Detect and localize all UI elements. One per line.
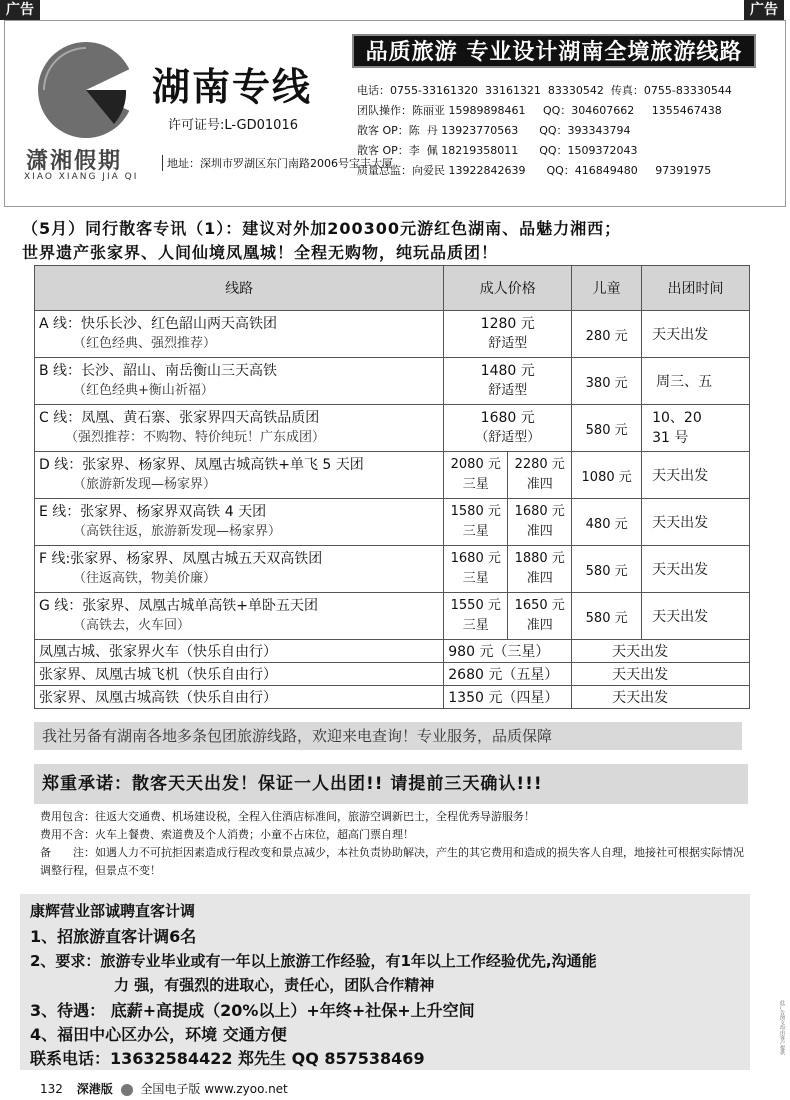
recruit-item-1: 1、招旅游直客计调6名 [30, 927, 197, 946]
header-departure: 出团时间 [642, 266, 750, 311]
child-price: 1080 元 [572, 452, 642, 499]
tier-quasi-four: 准四 [526, 618, 553, 633]
recruit-item-2-cont: 力 强，有强烈的进取心，责任心，团队合作精神 [114, 976, 435, 994]
contact-phone: 电话：0755-33161320 33161321 83330542 传真：0755-83330544 [357, 84, 732, 97]
price-quasi-four: 1650 元 [514, 598, 565, 613]
price-three-star: 1580 元 [450, 504, 501, 519]
header-adult-price: 成人价格 [444, 266, 572, 311]
side-note: 此广告图文均由客户提供 [779, 1000, 785, 1055]
price-type: 舒适型 [488, 336, 528, 351]
route-subtitle: （往返高铁，物美价廉） [73, 571, 217, 586]
free-route: 张家界、凤凰古城飞机（快乐自由行） [35, 663, 444, 686]
child-price: 480 元 [572, 499, 642, 546]
free-departure: 天天出发 [572, 663, 750, 686]
child-price: 280 元 [572, 311, 642, 358]
tier-quasi-four: 准四 [526, 524, 553, 539]
ad-label-left: 广告 [0, 0, 40, 20]
route-label: G 线： [39, 598, 83, 614]
price-type: 舒适型 [488, 383, 528, 398]
table-row [35, 358, 750, 405]
departure: 周三、五 [642, 358, 750, 405]
logo-mark-icon [121, 1084, 133, 1096]
route-label: F 线: [39, 551, 71, 567]
route-title: 张家界、凤凰古城单高铁+单卧五天团 [82, 598, 319, 614]
departure: 10、20 [652, 410, 702, 426]
price-type: （舒适型） [475, 430, 541, 445]
contact-op-1: 散客 OP：陈 丹 13923770563 QQ：393343794 [357, 124, 631, 137]
tier-three-star: 三星 [462, 571, 489, 586]
tier-three-star: 三星 [462, 524, 489, 539]
price-three-star: 1680 元 [450, 551, 501, 566]
adult-price: 1480 元 [480, 363, 535, 379]
route-subtitle: （红色经典+衡山祈福） [73, 383, 214, 398]
fee-include: 费用包含：往返大交通费、机场建设税，全程入住酒店标准间，旅游空调新巴士，全程优秀导游服务！ [40, 810, 535, 823]
free-price: 1350 元（四星） [444, 686, 572, 709]
header-route: 线路 [35, 266, 444, 311]
price-three-star: 1550 元 [450, 598, 501, 613]
route-table [34, 265, 750, 709]
ad-label-right: 广告 [744, 0, 784, 20]
table-header-row [35, 266, 750, 311]
promo-line-2: 世界遗产张家界、人间仙境凤凰城！全程无购物，纯玩品质团！ [22, 243, 499, 262]
price-quasi-four: 1680 元 [514, 504, 565, 519]
tier-quasi-four: 准四 [526, 571, 553, 586]
recruitment-box [20, 894, 750, 1070]
recruit-contact: 联系电话：13632584422 郑先生 QQ 857538469 [30, 1049, 425, 1068]
child-price: 580 元 [572, 593, 642, 640]
recruit-item-4: 4、福田中心区办公，环境 交通方便 [30, 1025, 287, 1044]
license-number: 许可证号:L-GD01016 [168, 118, 299, 133]
departure: 天天出发 [642, 311, 750, 358]
brand-pinyin: XIAO XIANG JIA QI [24, 172, 139, 182]
more-routes-note: 我社另备有湖南各地多条包团旅游线路，欢迎来电查询！专业服务，品质保障 [34, 722, 742, 750]
brand-name: 潇湘假期 [26, 149, 123, 174]
route-title: 张家界、杨家界、凤凰古城高铁+单飞 5 天团 [82, 457, 364, 473]
free-price: 980 元（三星） [444, 640, 572, 663]
price-quasi-four: 2280 元 [514, 457, 565, 472]
route-title: 快乐长沙、红色韶山两天高铁团 [81, 316, 278, 332]
child-price: 580 元 [572, 405, 642, 452]
table-row [35, 311, 750, 358]
departure-line-2: 31 号 [652, 430, 689, 446]
website: 全国电子版 www.zyoo.net [140, 1082, 288, 1096]
route-title: 张家界、杨家界、凤凰古城五天双高铁团 [70, 551, 323, 567]
route-subtitle: （红色经典、强烈推荐） [73, 336, 217, 351]
tier-three-star: 三星 [462, 618, 489, 633]
free-route: 张家界、凤凰古城高铁（快乐自由行） [35, 686, 444, 709]
page-number: 132 [40, 1082, 63, 1096]
header-child-price: 儿童 [572, 266, 642, 311]
recruit-item-3: 3、待遇： 底薪+高提成（20%以上）+年终+社保+上升空间 [30, 1001, 475, 1020]
free-departure: 天天出发 [572, 640, 750, 663]
price-three-star: 2080 元 [450, 457, 501, 472]
adult-price: 1680 元 [480, 410, 535, 426]
departure: 天天出发 [642, 452, 750, 499]
route-subtitle: （强烈推荐：不购物、特价纯玩！广东成团） [65, 430, 326, 445]
free-departure: 天天出发 [572, 686, 750, 709]
departure: 天天出发 [642, 593, 750, 640]
recruit-item-2: 2、要求：旅游专业毕业或有一年以上旅游工作经验，有1年以上工作经验优先,沟通能 [30, 952, 597, 970]
slogan-banner: 品质旅游 专业设计湖南全境旅游线路 [352, 34, 756, 68]
fee-remark: 备 注：如遇人力不可抗拒因素造成行程改变和景点减少，本社负责协助解决，产生的其它费用和造成的损失客人自理，地接社可根据实际情况调整行程，但景点不变！ [40, 846, 744, 877]
page-title: 湖南专线 [152, 65, 313, 109]
contact-quality: 质量总监：向爱民 13922842639 QQ：416849480 97391975 [357, 164, 712, 177]
promise-banner: 郑重承诺：散客天天出发！保证一人出团!! 请提前三天确认!!! [34, 764, 748, 804]
recruit-title: 康辉营业部诚聘直客计调 [30, 902, 196, 920]
table-row [35, 452, 750, 499]
price-quasi-four: 1880 元 [514, 551, 565, 566]
adult-price: 1280 元 [480, 316, 535, 332]
contact-team-op: 团队操作：陈丽亚 15989898461 QQ：304607662 1355467438 [357, 104, 722, 117]
table-row [35, 546, 750, 593]
route-subtitle: （高铁往返，旅游新发现—杨家界） [73, 524, 282, 539]
promo-line-1: （5月）同行散客专讯（1）：建议对外加200300元游红色湖南、品魅力湘西； [22, 219, 622, 238]
route-title: 长沙、韶山、南岳衡山三天高铁 [81, 363, 278, 379]
child-price: 580 元 [572, 546, 642, 593]
table-row [35, 405, 750, 452]
table-row [35, 593, 750, 640]
free-route: 凤凰古城、张家界火车（快乐自由行） [35, 640, 444, 663]
table-row [35, 686, 750, 709]
edition: 深港版 [76, 1082, 113, 1096]
table-row [35, 663, 750, 686]
tier-quasi-four: 准四 [526, 477, 553, 492]
route-title: 凤凰、黄石寨、张家界四天高铁品质团 [81, 410, 320, 426]
contact-op-2: 散客 OP：李 佩 18219358011 QQ：1509372043 [357, 144, 638, 157]
table-row [35, 640, 750, 663]
departure: 天天出发 [642, 546, 750, 593]
page-footer [40, 1080, 288, 1097]
logo-icon [24, 38, 150, 142]
route-subtitle: （旅游新发现—杨家界） [73, 477, 217, 492]
route-label: A 线： [39, 316, 82, 332]
free-price: 2680 元（五星） [444, 663, 572, 686]
route-title: 张家界、杨家界双高铁 4 天团 [80, 504, 267, 520]
route-label: E 线： [39, 504, 81, 520]
route-label: B 线： [39, 363, 82, 379]
route-label: C 线： [39, 410, 82, 426]
fee-exclude: 费用不含：火车上餐费、索道费及个人消费；小童不占床位，超高门票自理！ [40, 828, 414, 841]
fee-details [40, 808, 745, 880]
route-label: D 线： [39, 457, 83, 473]
route-subtitle: （高铁去，火车回） [73, 618, 191, 633]
table-row [35, 499, 750, 546]
address: 地址：深圳市罗湖区东门南路2006号宝丰大厦 [162, 155, 393, 171]
tier-three-star: 三星 [462, 477, 489, 492]
departure: 天天出发 [642, 499, 750, 546]
child-price: 380 元 [572, 358, 642, 405]
